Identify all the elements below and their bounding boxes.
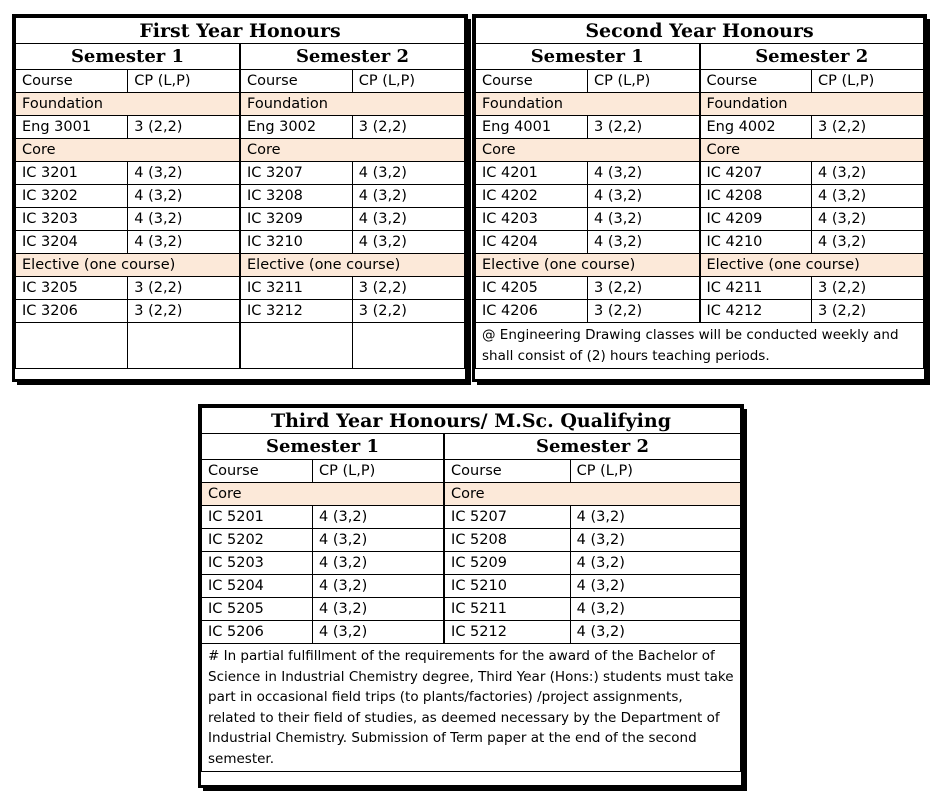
course-code: IC 3208 [240, 185, 352, 208]
credit-points: 3 (2,2) [128, 116, 240, 139]
course-code: Eng 3002 [240, 116, 352, 139]
course-code: IC 5209 [444, 552, 570, 575]
semester-2-heading: Semester 2 [240, 44, 465, 70]
semester-2-heading: Semester 2 [444, 434, 740, 460]
first-year-table [15, 17, 465, 369]
course-code: IC 5205 [202, 598, 313, 621]
credit-points: 4 (3,2) [352, 231, 464, 254]
category-row [16, 254, 465, 277]
credit-points: 4 (3,2) [570, 506, 740, 529]
course-code: IC 4201 [476, 162, 588, 185]
empty-cell [240, 323, 352, 369]
course-code: IC 5202 [202, 529, 313, 552]
credit-points: 3 (2,2) [812, 300, 924, 323]
semester-1-heading: Semester 1 [202, 434, 445, 460]
credit-points: 4 (3,2) [313, 529, 445, 552]
column-header: Course [476, 70, 588, 93]
column-header: Course [240, 70, 352, 93]
credit-points: 4 (3,2) [570, 621, 740, 644]
column-header: CP (L,P) [352, 70, 464, 93]
course-code: IC 4203 [476, 208, 588, 231]
course-code: IC 4211 [700, 277, 812, 300]
category-row [476, 254, 924, 277]
elective-label: Elective (one course) [476, 254, 700, 277]
column-header: Course [16, 70, 128, 93]
table-row [16, 277, 465, 300]
credit-points: 4 (3,2) [588, 208, 700, 231]
third-year-honours-block [198, 404, 744, 788]
credit-points: 3 (2,2) [352, 277, 464, 300]
course-code: IC 5206 [202, 621, 313, 644]
credit-points: 4 (3,2) [812, 231, 924, 254]
core-label: Core [444, 483, 740, 506]
course-code: IC 4209 [700, 208, 812, 231]
table-row [16, 300, 465, 323]
course-code: IC 5210 [444, 575, 570, 598]
credit-points: 4 (3,2) [313, 598, 445, 621]
course-code: IC 4212 [700, 300, 812, 323]
credit-points: 3 (2,2) [128, 277, 240, 300]
column-header: CP (L,P) [812, 70, 924, 93]
column-header-row [202, 460, 741, 483]
category-row [476, 93, 924, 116]
core-label: Core [16, 139, 241, 162]
field-trips-note: # In partial fulfillment of the requirements for the award of the Bachelor of Science in Industrial Chemistry degree, Third Year (Hons:) students must take part in occasional field trips (to plants/factories) /project assignments, related to their field of studies, as deemed necessary by the Department of Industrial Chemistry. Submission of Term paper at the end of the second semester. [202, 644, 741, 772]
table-row [202, 506, 741, 529]
table-row [202, 552, 741, 575]
second-year-honours-block [472, 14, 927, 382]
foundation-label: Foundation [240, 93, 465, 116]
credit-points: 4 (3,2) [570, 529, 740, 552]
table-row [16, 185, 465, 208]
course-code: IC 3205 [16, 277, 128, 300]
course-code: IC 3203 [16, 208, 128, 231]
course-code: IC 5204 [202, 575, 313, 598]
category-row [16, 93, 465, 116]
credit-points: 4 (3,2) [812, 162, 924, 185]
course-code: IC 5211 [444, 598, 570, 621]
course-code: IC 3204 [16, 231, 128, 254]
block-title: First Year Honours [16, 18, 465, 44]
second-year-table [475, 17, 924, 369]
credit-points: 4 (3,2) [570, 575, 740, 598]
course-code: IC 3212 [240, 300, 352, 323]
column-header: Course [700, 70, 812, 93]
core-label: Core [700, 139, 924, 162]
semester-1-heading: Semester 1 [16, 44, 241, 70]
table-row [16, 231, 465, 254]
course-code: IC 5212 [444, 621, 570, 644]
credit-points: 4 (3,2) [812, 208, 924, 231]
course-code: IC 4202 [476, 185, 588, 208]
semester-1-heading: Semester 1 [476, 44, 700, 70]
course-code: Eng 3001 [16, 116, 128, 139]
credit-points: 3 (2,2) [588, 300, 700, 323]
column-header-row [16, 70, 465, 93]
credit-points: 4 (3,2) [352, 185, 464, 208]
core-label: Core [240, 139, 465, 162]
block-title: Third Year Honours/ M.Sc. Qualifying [202, 408, 741, 434]
course-code: IC 5208 [444, 529, 570, 552]
course-code: IC 3207 [240, 162, 352, 185]
credit-points: 4 (3,2) [128, 185, 240, 208]
credit-points: 4 (3,2) [313, 621, 445, 644]
table-row [476, 208, 924, 231]
table-row [476, 231, 924, 254]
empty-cell [16, 323, 128, 369]
course-code: IC 3202 [16, 185, 128, 208]
course-code: Eng 4002 [700, 116, 812, 139]
column-header-row [476, 70, 924, 93]
column-header: CP (L,P) [570, 460, 740, 483]
credit-points: 4 (3,2) [313, 552, 445, 575]
course-code: IC 3201 [16, 162, 128, 185]
category-row [16, 139, 465, 162]
credit-points: 4 (3,2) [570, 598, 740, 621]
credit-points: 4 (3,2) [588, 185, 700, 208]
note-row [202, 644, 741, 772]
empty-row [16, 323, 465, 369]
credit-points: 4 (3,2) [812, 185, 924, 208]
semester-2-heading: Semester 2 [700, 44, 924, 70]
table-row [476, 116, 924, 139]
table-row [476, 300, 924, 323]
column-header: Course [444, 460, 570, 483]
empty-cell [352, 323, 464, 369]
course-code: IC 5203 [202, 552, 313, 575]
block-title: Second Year Honours [476, 18, 924, 44]
credit-points: 3 (2,2) [588, 277, 700, 300]
column-header: CP (L,P) [313, 460, 445, 483]
table-row [202, 621, 741, 644]
credit-points: 3 (2,2) [352, 116, 464, 139]
credit-points: 4 (3,2) [588, 162, 700, 185]
course-code: IC 3211 [240, 277, 352, 300]
course-code: IC 5207 [444, 506, 570, 529]
column-header: Course [202, 460, 313, 483]
table-row [476, 162, 924, 185]
elective-label: Elective (one course) [16, 254, 241, 277]
course-code: IC 3210 [240, 231, 352, 254]
course-code: IC 4208 [700, 185, 812, 208]
credit-points: 3 (2,2) [812, 116, 924, 139]
table-row [476, 277, 924, 300]
table-row [202, 598, 741, 621]
elective-label: Elective (one course) [700, 254, 924, 277]
core-label: Core [476, 139, 700, 162]
course-code: IC 4204 [476, 231, 588, 254]
credit-points: 4 (3,2) [352, 208, 464, 231]
course-code: IC 4207 [700, 162, 812, 185]
course-code: IC 5201 [202, 506, 313, 529]
credit-points: 4 (3,2) [313, 575, 445, 598]
credit-points: 4 (3,2) [588, 231, 700, 254]
course-code: IC 4206 [476, 300, 588, 323]
foundation-label: Foundation [16, 93, 241, 116]
column-header: CP (L,P) [128, 70, 240, 93]
table-row [202, 575, 741, 598]
first-year-honours-block [12, 14, 468, 382]
credit-points: 3 (2,2) [128, 300, 240, 323]
course-code: IC 3209 [240, 208, 352, 231]
table-row [16, 208, 465, 231]
elective-label: Elective (one course) [240, 254, 465, 277]
category-row [202, 483, 741, 506]
course-code: IC 4205 [476, 277, 588, 300]
course-code: Eng 4001 [476, 116, 588, 139]
third-year-table [201, 407, 741, 772]
credit-points: 4 (3,2) [352, 162, 464, 185]
credit-points: 4 (3,2) [128, 208, 240, 231]
credit-points: 4 (3,2) [313, 506, 445, 529]
credit-points: 4 (3,2) [128, 162, 240, 185]
credit-points: 3 (2,2) [352, 300, 464, 323]
credit-points: 4 (3,2) [128, 231, 240, 254]
foundation-label: Foundation [476, 93, 700, 116]
credit-points: 3 (2,2) [588, 116, 700, 139]
engineering-drawing-note: @ Engineering Drawing classes will be conducted weekly and shall consist of (2) hours teaching periods. [476, 323, 924, 369]
category-row [476, 139, 924, 162]
note-row [476, 323, 924, 369]
empty-cell [128, 323, 240, 369]
course-code: IC 4210 [700, 231, 812, 254]
column-header: CP (L,P) [588, 70, 700, 93]
credit-points: 4 (3,2) [570, 552, 740, 575]
table-row [16, 116, 465, 139]
table-row [16, 162, 465, 185]
foundation-label: Foundation [700, 93, 924, 116]
course-code: IC 3206 [16, 300, 128, 323]
core-label: Core [202, 483, 445, 506]
credit-points: 3 (2,2) [812, 277, 924, 300]
table-row [202, 529, 741, 552]
table-row [476, 185, 924, 208]
